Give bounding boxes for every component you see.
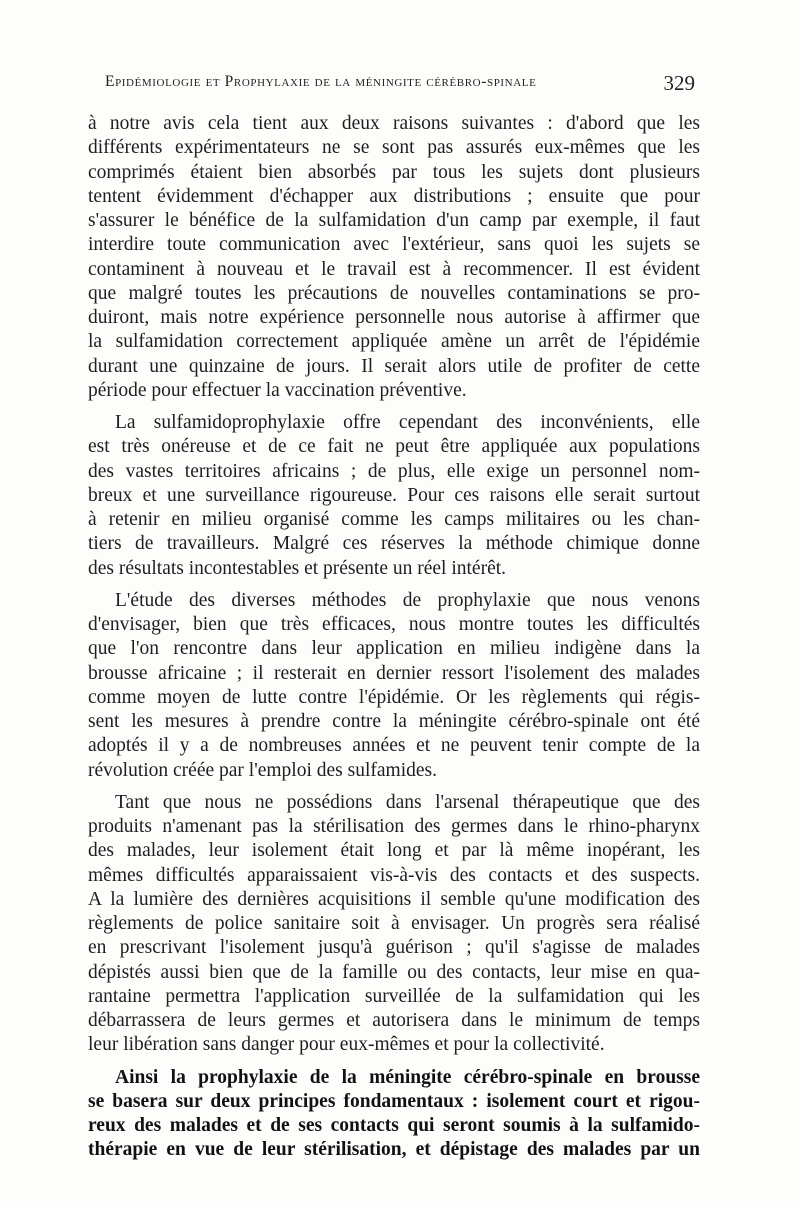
text-line: révolution créée par l'emploi des sulfamides. — [88, 759, 437, 781]
text-line: se basera sur deux principes fondamentaux : isolement court et rigou- — [88, 1090, 700, 1112]
text-line: L'étude des diverses méthodes de prophylaxie que nous venons — [115, 589, 700, 611]
text-line: d'envisager, bien que très efficaces, nous montre toutes les difficultés — [88, 614, 700, 635]
text-line: Tant que nous ne possédions dans l'arsenal thérapeutique que des — [115, 791, 700, 813]
text-line: durant une quinzaine de jours. Il serait alors utile de profiter de cette — [88, 355, 700, 377]
text-line: Ainsi la prophylaxie de la méningite cérébro-spinale en brousse — [115, 1066, 700, 1088]
body-text — [88, 112, 700, 1171]
text-line: duiront, mais notre expérience personnelle nous autorise à affirmer que — [88, 307, 700, 328]
paragraph-2 — [88, 411, 700, 581]
text-line: leur libération sans danger pour eux-mêmes et pour la collectivité. — [88, 1034, 605, 1056]
text-line: mêmes difficultés apparaissaient vis-à-vis des contacts et des suspects. — [88, 864, 700, 886]
text-line: reux des malades et de ses contacts qui seront soumis à la sulfamido- — [88, 1115, 700, 1136]
text-line: période pour effectuer la vaccination préventive. — [88, 379, 467, 401]
paragraph-4 — [88, 791, 700, 1058]
text-line: en prescrivant l'isolement jusqu'à guérison ; qu'il s'agisse de malades — [88, 937, 700, 959]
text-line: à retenir en milieu organisé comme les camps militaires ou les chan- — [88, 509, 700, 530]
text-line: des vastes territoires africains ; de plus, elle exige un personnel nom- — [88, 460, 700, 482]
text-line: la sulfamidation correctement appliquée amène un arrêt de l'épidémie — [88, 331, 700, 353]
text-line: des résultats incontestables et présente un réel intérêt. — [88, 557, 507, 579]
text-line: contaminent à nouveau et le travail est à recommencer. Il est évident — [88, 258, 700, 280]
text-line: dépistés aussi bien que de la famille ou des contacts, leur mise en qua- — [88, 961, 700, 983]
text-line: sent les mesures à prendre contre la méningite cérébro-spinale ont été — [88, 711, 700, 732]
text-line: A la lumière des dernières acquisitions il semble qu'une modification des — [88, 888, 700, 910]
text-line: tentent évidemment d'échapper aux distributions ; ensuite que pour — [88, 185, 700, 207]
text-line: comme moyen de lutte contre l'épidémie. Or les règlements qui régis- — [88, 686, 700, 708]
text-line: comprimés étaient bien absorbés par tous les sujets dont plusieurs — [88, 161, 700, 183]
text-line: adoptés il y a de nombreuses années et ne peuvent tenir compte de la — [88, 735, 700, 757]
text-line: débarrassera de leurs germes et autorisera dans le minimum de temps — [88, 1010, 700, 1031]
text-line: des malades, leur isolement était long et par là même inopérant, les — [88, 840, 700, 862]
text-line: La sulfamidoprophylaxie offre cependant des inconvénients, elle — [115, 412, 700, 433]
text-line: produits n'amenant pas la stérilisation des germes dans le rhino-pharynx — [88, 816, 700, 837]
text-line: thérapie en vue de leur stérilisation, et dépistage des malades par un — [88, 1139, 700, 1161]
text-line: que l'on rencontre dans leur application en milieu indigène dans la — [88, 638, 700, 660]
page-number: 329 — [663, 71, 695, 95]
text-line: que malgré toutes les précautions de nouvelles contaminations se pro- — [88, 282, 700, 304]
header-title: Epidémiologie et Prophylaxie de la méningite cérébro-spinale — [105, 73, 537, 90]
text-line: règlements de police sanitaire soit à envisager. Un progrès sera réalisé — [88, 913, 700, 934]
paragraph-5 — [88, 1066, 700, 1163]
text-line: différents expérimentateurs ne se sont pas assurés eux-mêmes que les — [88, 137, 700, 159]
paragraph-3 — [88, 589, 700, 783]
text-line: breux et une surveillance rigoureuse. Pour ces raisons elle serait surtout — [88, 484, 700, 506]
text-line: s'assurer le bénéfice de la sulfamidation d'un camp par exemple, il faut — [88, 210, 700, 231]
text-line: à notre avis cela tient aux deux raisons suivantes : d'abord que les — [88, 113, 700, 134]
text-line: tiers de travailleurs. Malgré ces réserves la méthode chimique donne — [88, 533, 700, 555]
text-line: interdire toute communication avec l'extérieur, sans quoi les sujets se — [88, 234, 700, 256]
text-line: est très onéreuse et de ce fait ne peut être appliquée aux populations — [88, 436, 700, 458]
text-line: rantaine permettra l'application surveillée de la sulfamidation qui les — [88, 985, 700, 1007]
running-header — [105, 73, 695, 103]
paragraph-1 — [88, 112, 700, 403]
text-line: brousse africaine ; il resterait en dernier ressort l'isolement des malades — [88, 662, 700, 684]
